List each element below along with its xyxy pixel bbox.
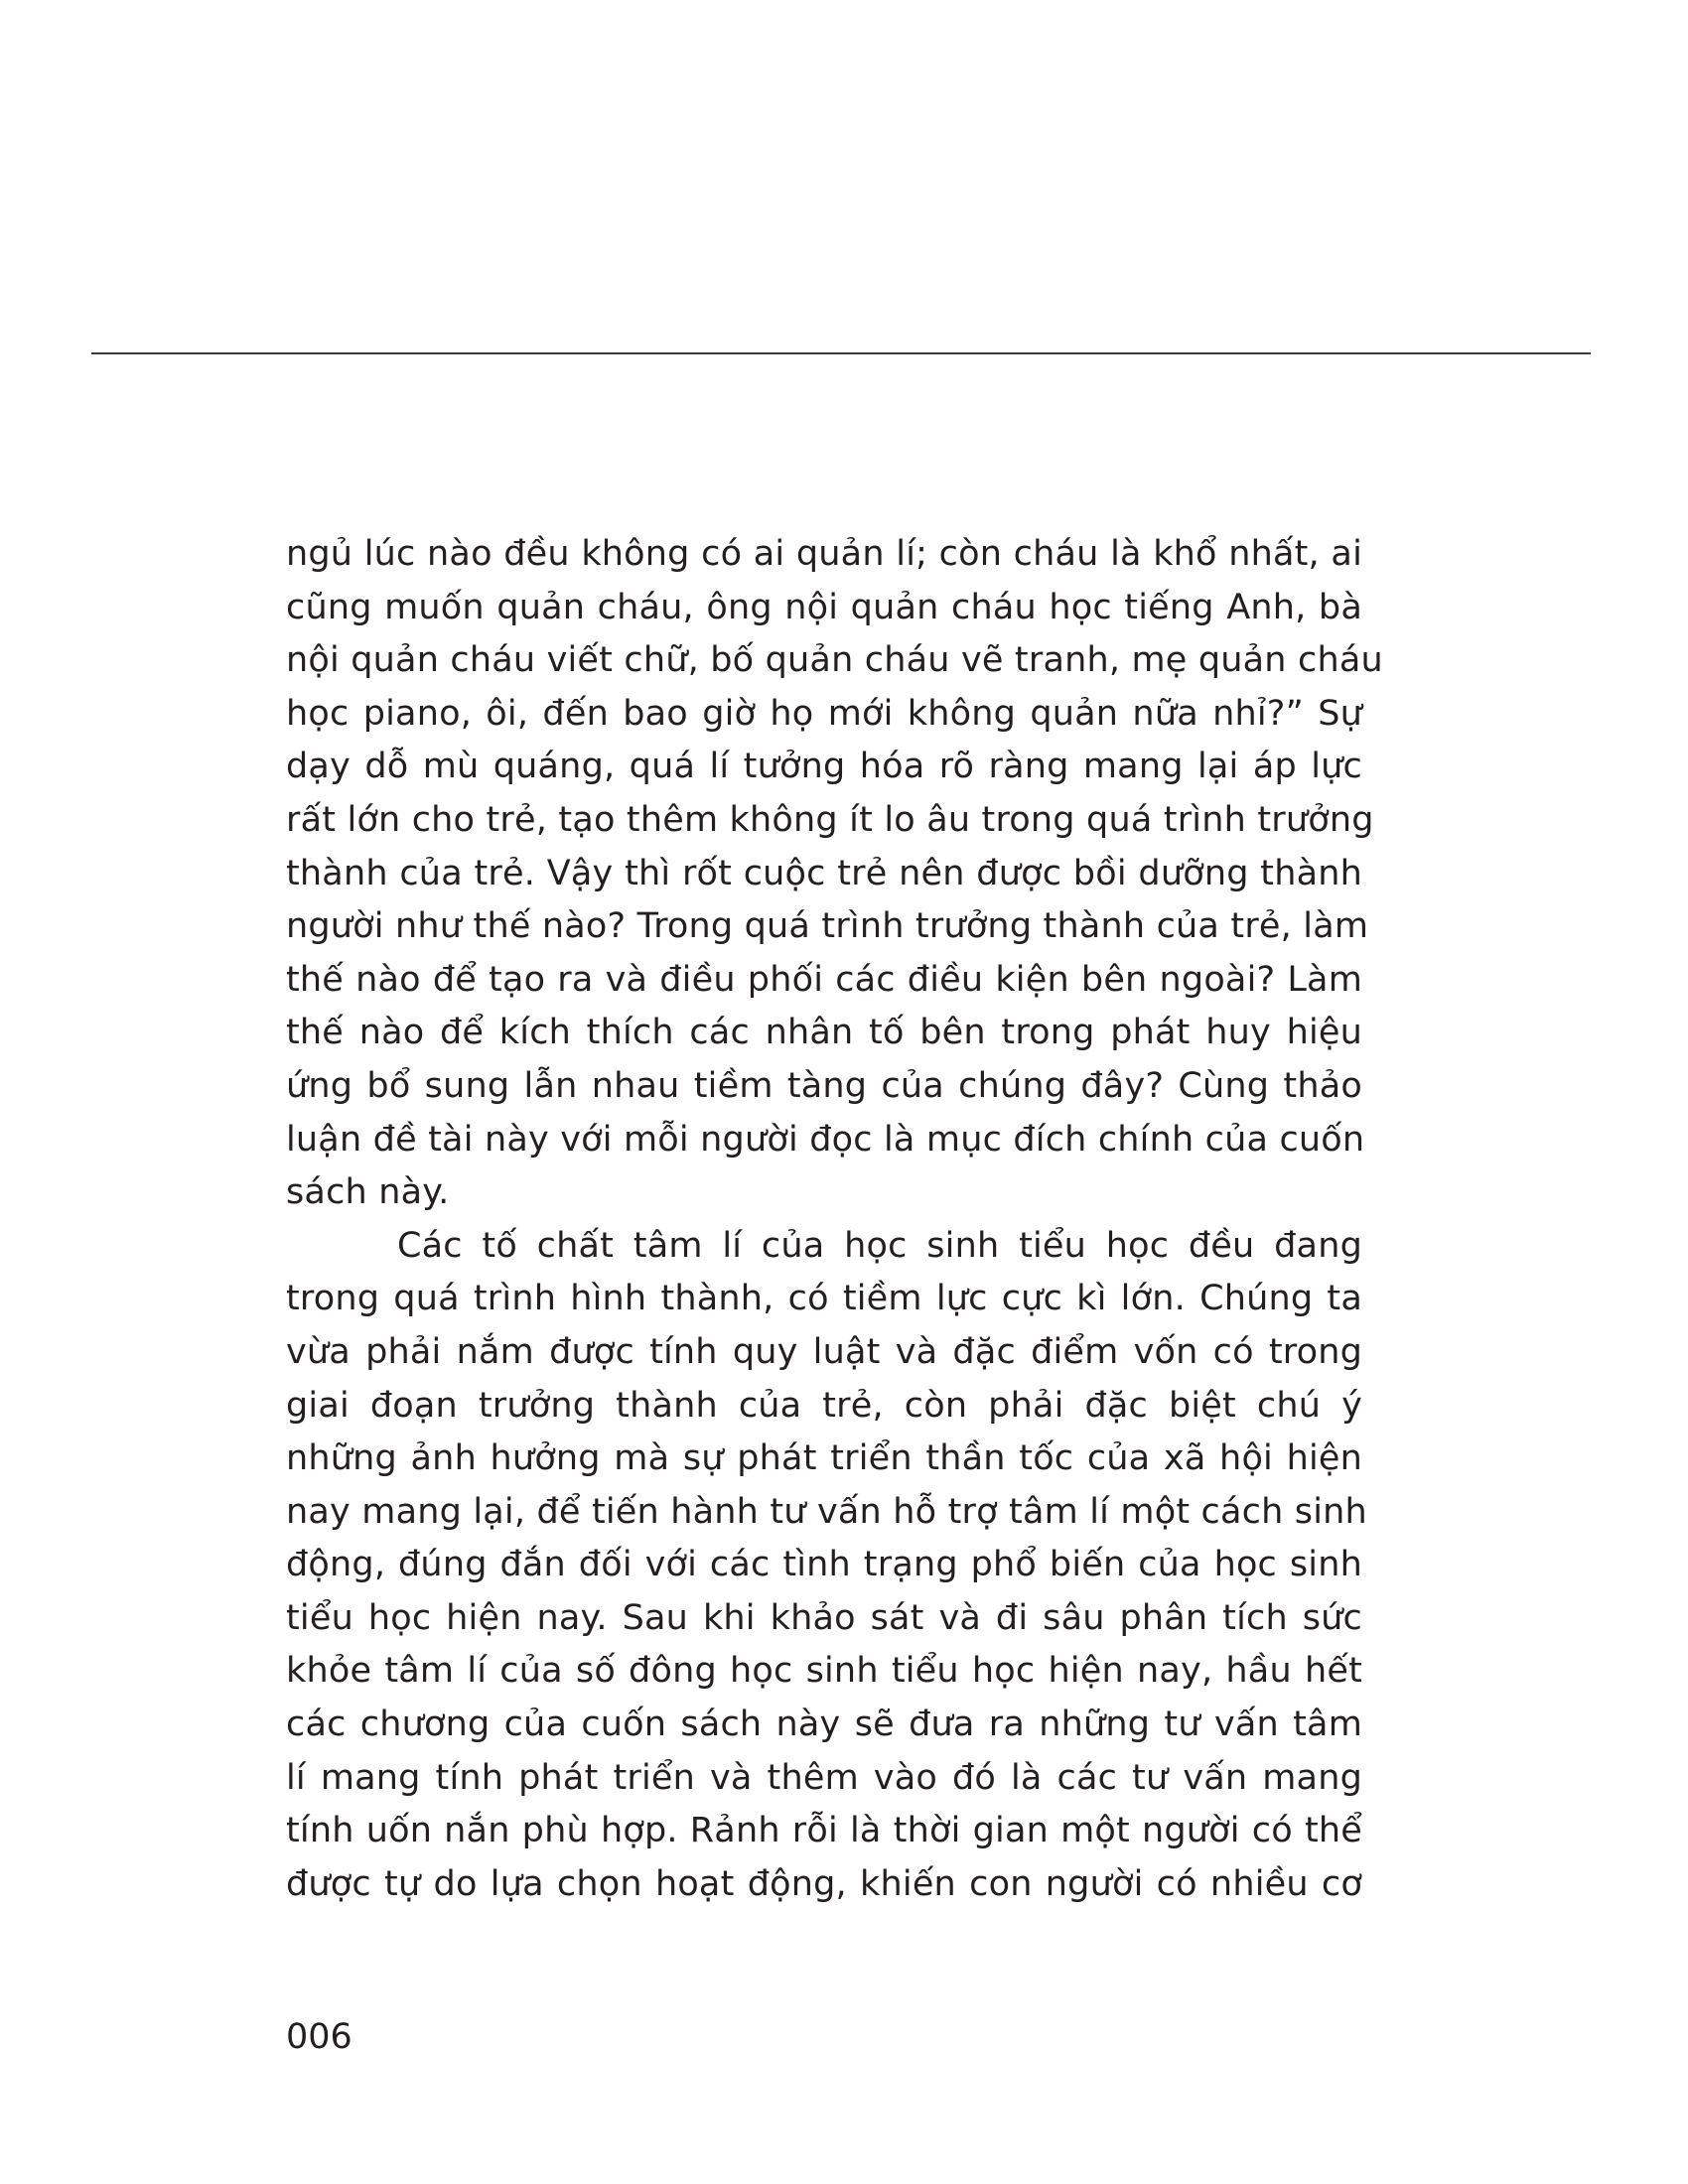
text-line: luận đề tài này với mỗi người đọc là mục đích chính của cuốn <box>286 1119 1365 1160</box>
text-line: giai đoạn trưởng thành của trẻ, còn phải đặc biệt chú ý <box>286 1385 1362 1426</box>
body-text <box>286 528 1383 1911</box>
page-number: 006 <box>286 2017 352 2057</box>
text-line: Các tố chất tâm lí của học sinh tiểu học đều đang <box>397 1225 1362 1266</box>
text-line: người như thế nào? Trong quá trình trưởng thành của trẻ, làm <box>286 906 1369 947</box>
text-line: khỏe tâm lí của số đông học sinh tiểu học hiện nay, hầu hết <box>286 1651 1362 1692</box>
header-rule <box>91 352 1591 354</box>
text-line: động, đúng đắn đối với các tình trạng phổ biến của học sinh <box>286 1545 1362 1585</box>
text-line: rất lớn cho trẻ, tạo thêm không ít lo âu trong quá trình trưởng <box>286 799 1374 840</box>
text-line: lí mang tính phát triển và thêm vào đó là các tư vấn mang <box>286 1757 1362 1798</box>
text-line: thành của trẻ. Vậy thì rốt cuộc trẻ nên được bồi dưỡng thành <box>286 853 1362 893</box>
text-line: vừa phải nắm được tính quy luật và đặc điểm vốn có trong <box>286 1331 1362 1372</box>
text-line: sách này. <box>286 1172 450 1213</box>
text-line: ứng bổ sung lẫn nhau tiềm tàng của chúng đây? Cùng thảo <box>286 1065 1362 1106</box>
text-line: các chương của cuốn sách này sẽ đưa ra những tư vấn tâm <box>286 1705 1362 1745</box>
text-line: trong quá trình hình thành, có tiềm lực cực kì lớn. Chúng ta <box>286 1279 1362 1319</box>
text-line: học piano, ôi, đến bao giờ họ mới không quản nữa nhỉ?” Sự <box>286 693 1362 734</box>
text-line: cũng muốn quản cháu, ông nội quản cháu học tiếng Anh, bà <box>286 587 1362 627</box>
text-line: ngủ lúc nào đều không có ai quản lí; còn cháu là khổ nhất, ai <box>286 534 1362 574</box>
text-line: những ảnh hưởng mà sự phát triển thần tốc của xã hội hiện <box>286 1438 1362 1479</box>
text-line: nội quản cháu viết chữ, bố quản cháu vẽ tranh, mẹ quản cháu <box>286 640 1383 681</box>
text-line: thế nào để tạo ra và điều phối các điều kiện bên ngoài? Làm <box>286 959 1362 1000</box>
text-line: nay mang lại, để tiến hành tư vấn hỗ trợ tâm lí một cách sinh <box>286 1491 1367 1532</box>
text-line: tính uốn nắn phù hợp. Rảnh rỗi là thời gian một người có thể <box>286 1811 1362 1851</box>
text-line: dạy dỗ mù quáng, quá lí tưởng hóa rõ ràng mang lại áp lực <box>286 747 1362 787</box>
text-line: tiểu học hiện nay. Sau khi khảo sát và đi sâu phân tích sức <box>286 1597 1362 1638</box>
text-line: được tự do lựa chọn hoạt động, khiến con người có nhiều cơ <box>286 1863 1362 1904</box>
text-line: thế nào để kích thích các nhân tố bên trong phát huy hiệu <box>286 1013 1362 1053</box>
